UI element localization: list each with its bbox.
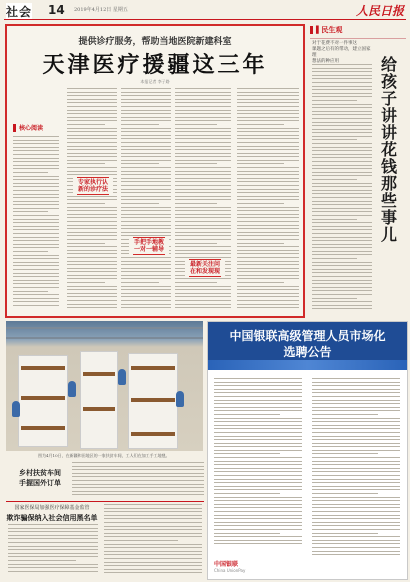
issue-date: 2019年4月12日 星期五 xyxy=(74,7,128,13)
pull-quote: 手把手地教 一对一辅导 xyxy=(129,236,169,256)
pull-quote: 专家执行认 新的诊疗法 xyxy=(73,176,113,196)
opinion-title[interactable]: 给孩子讲讲花钱那些事儿 xyxy=(380,55,397,244)
newspaper-logo: 人民日报 xyxy=(355,4,404,18)
opinion-section-header: ▌民生观 xyxy=(310,24,406,36)
text-column xyxy=(312,64,372,314)
core-reading-label: 核心阅读 xyxy=(13,122,57,134)
text-column xyxy=(8,524,98,576)
text-column xyxy=(72,462,204,500)
photo-caption: 图为4月10日，在新疆和田地区的一家扶贫车间，工人们在加工手工地毯。 xyxy=(38,453,170,458)
article-headline: 天津医疗援疆这三年 xyxy=(42,52,268,78)
section-divider xyxy=(310,38,406,39)
label-bar xyxy=(13,124,16,132)
opinion-deck: 对于花费不对一件事这 课题之后有的带动，建立国家理 想法的种应用 xyxy=(312,41,371,64)
page-number: 14 xyxy=(48,3,65,17)
ad-title: 中国银联高级管理人员市场化 选聘公告 xyxy=(229,329,386,359)
text-column xyxy=(67,88,117,312)
recruitment-ad[interactable] xyxy=(207,321,408,580)
text-column xyxy=(237,88,299,312)
text-column xyxy=(104,504,202,576)
pull-quote: 最新关注问 在和发现现 xyxy=(185,258,225,278)
factory-photo xyxy=(6,321,203,451)
ad-text xyxy=(214,378,302,548)
ad-text xyxy=(312,378,400,558)
text-column xyxy=(121,88,171,312)
photo-title: 乡村扶贫车间 手握国外订单 xyxy=(19,468,61,487)
article-subheadline: 提供诊疗服务，帮助当地医院新建科室 xyxy=(78,37,232,47)
main-article[interactable] xyxy=(5,24,305,318)
bottom-article-headline: 欺诈骗保纳入社会信用黑名单 xyxy=(6,513,98,522)
header-divider xyxy=(4,19,406,20)
label-bar xyxy=(310,26,313,34)
page-header xyxy=(0,0,410,20)
bottom-article-subheadline: 国家医保局加强医疗保障基金监管 xyxy=(14,505,90,511)
section-label: 社会 xyxy=(6,5,33,19)
intro-text xyxy=(13,136,59,312)
unionpay-logo: 中国银联 China UnionPay xyxy=(214,561,246,573)
article-byline: 本报记者 李子路 xyxy=(140,79,170,84)
text-column xyxy=(175,88,231,312)
